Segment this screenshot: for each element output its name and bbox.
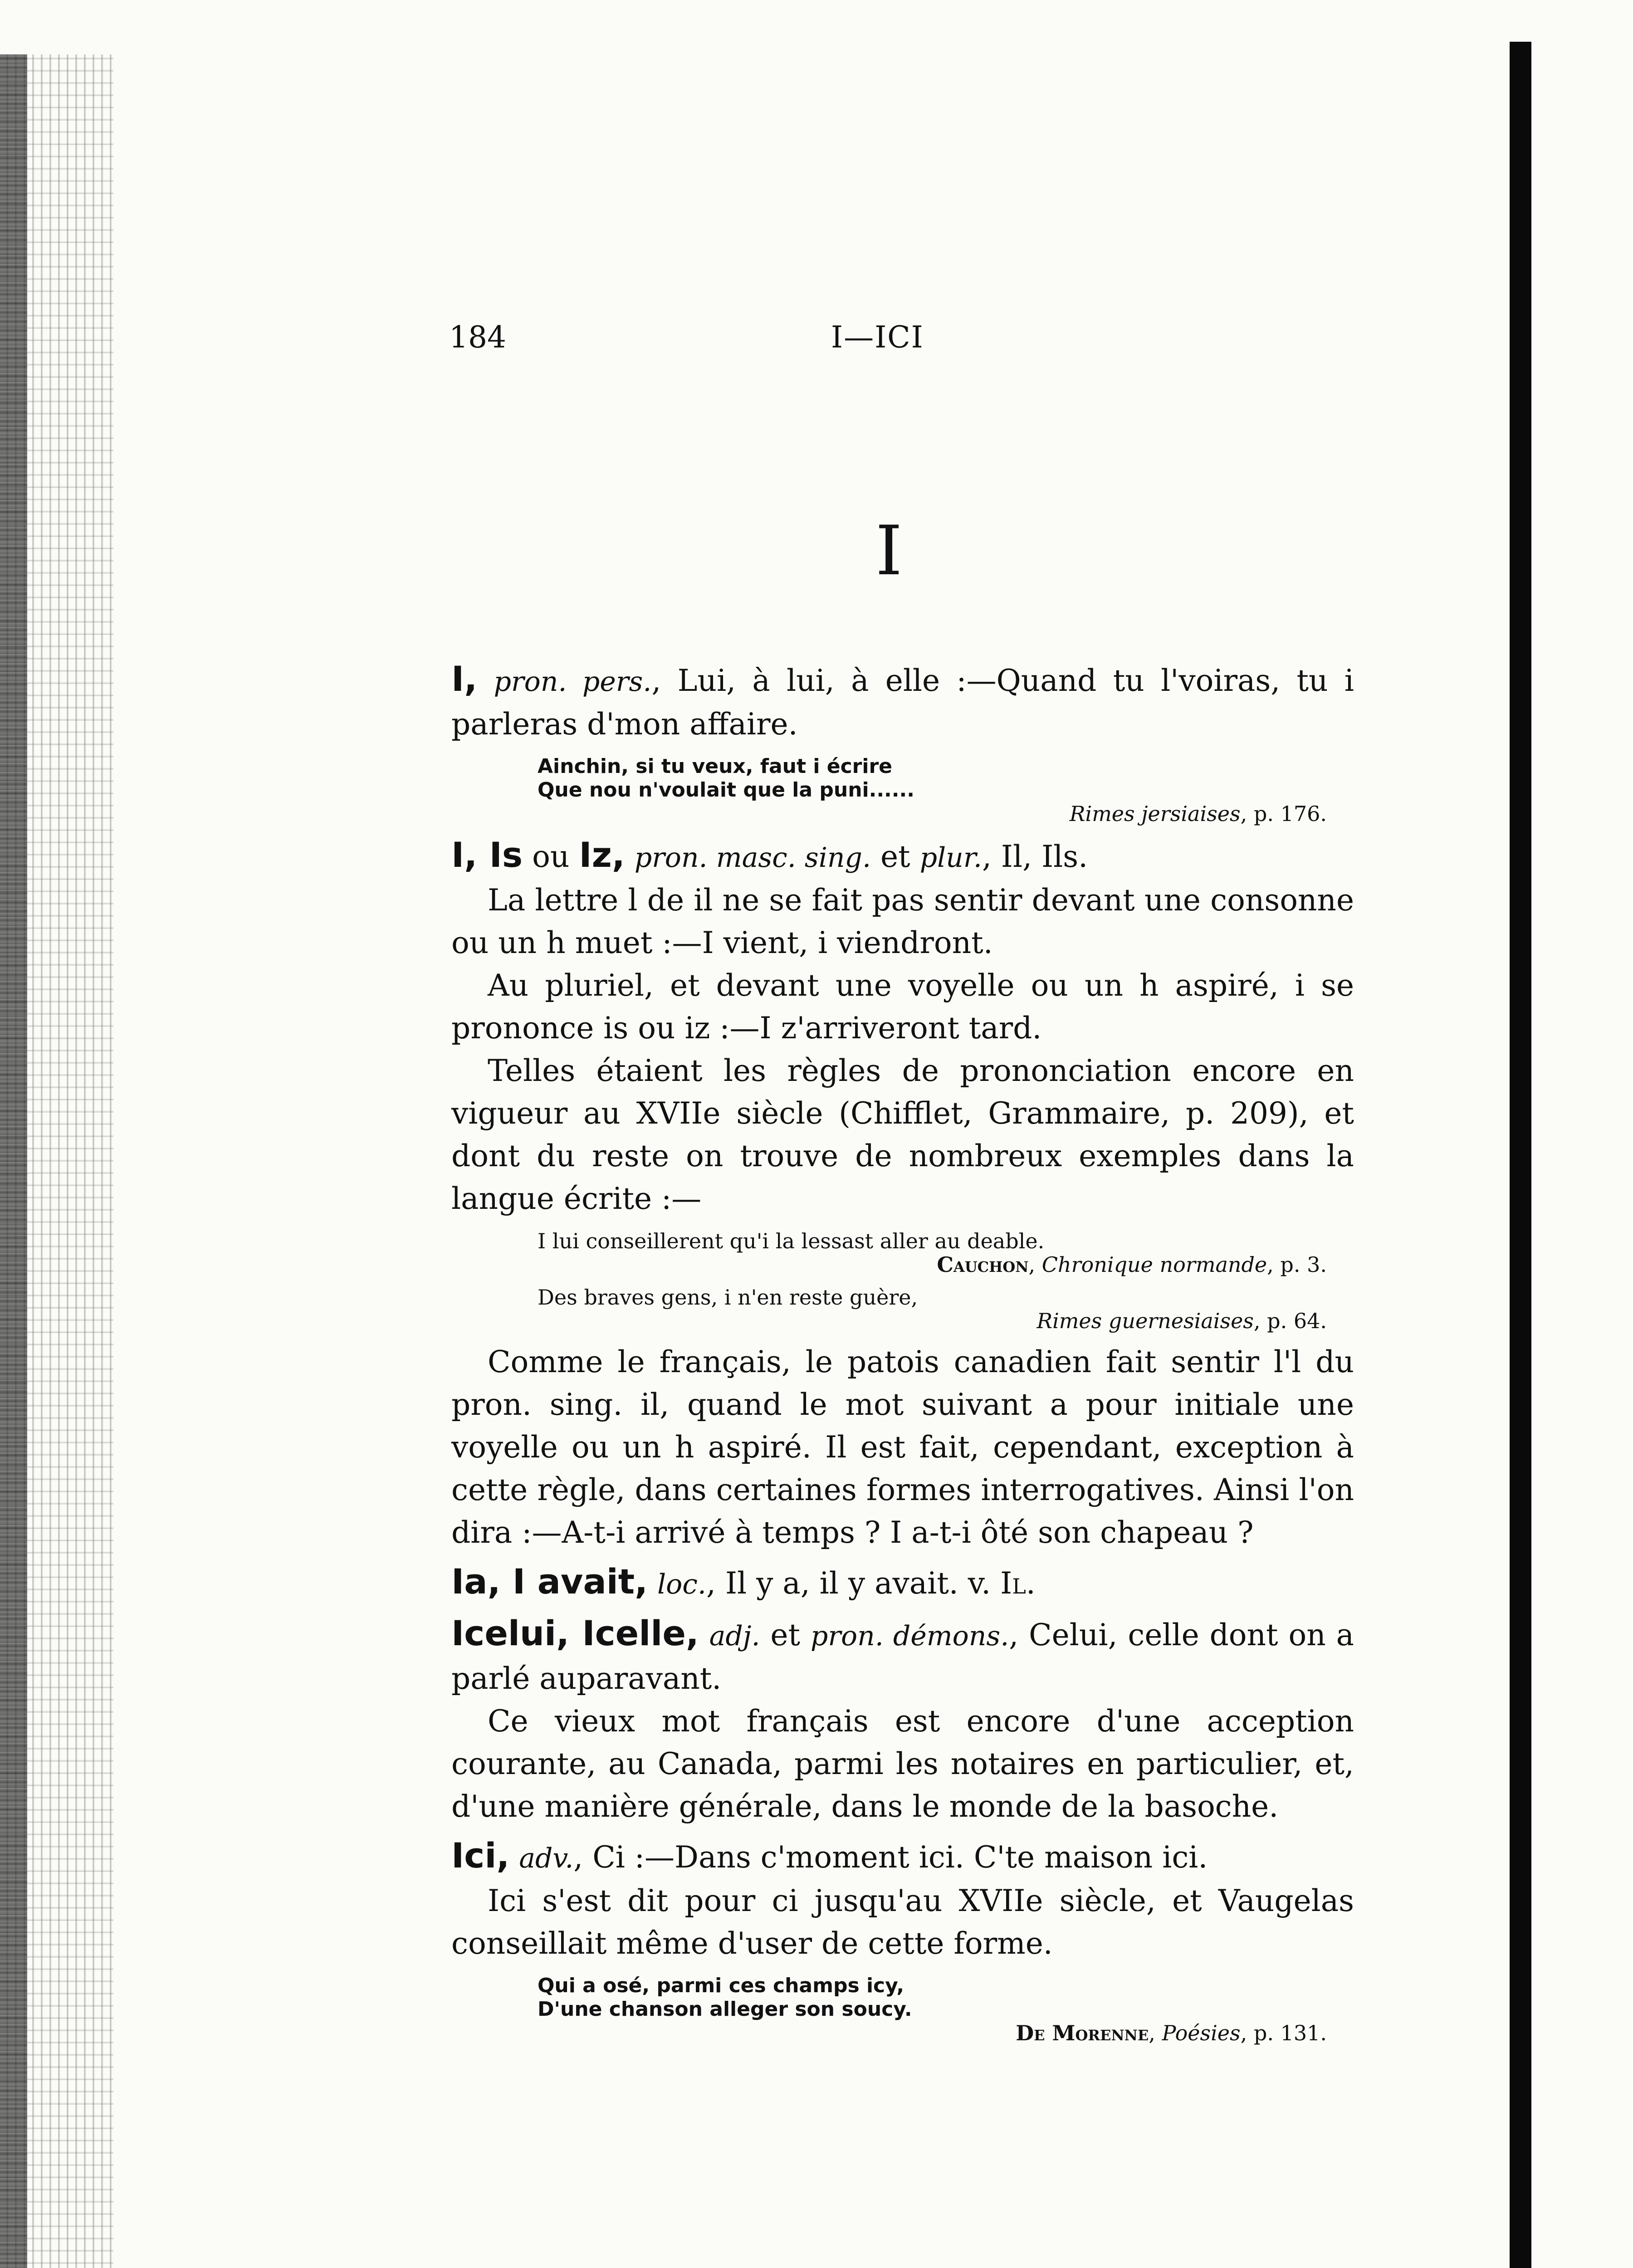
page-number: 184: [449, 320, 506, 355]
connector: et: [760, 1618, 811, 1652]
citation-source: [538, 1309, 1354, 1333]
paragraph: Ici s'est dit pour ci jusqu'au XVIIe siècle, et Vaugelas conseillait même d'user de cette forme.: [451, 1883, 1354, 1961]
citation-line: Que nou n'voulait que la puni......: [538, 778, 914, 802]
scan-binding-bar: [1510, 42, 1531, 2268]
citation-block: [538, 755, 1354, 826]
dictionary-body: [451, 658, 1354, 2053]
grammatical-label: plur.: [919, 842, 982, 874]
definition-text: , Celui, celle dont on a parlé auparavant.: [451, 1618, 1354, 1696]
running-head: [449, 320, 1356, 361]
scan-edge-dark: [0, 54, 27, 2268]
grammatical-label: adj.: [709, 1620, 760, 1652]
headword: I,: [451, 659, 478, 699]
definition-text: , Il y a, il y avait. v.: [706, 1566, 1001, 1601]
citation-line: Des braves gens, i n'en reste guère,: [538, 1285, 918, 1310]
citation-block: [538, 1974, 1354, 2045]
citation-line: Ainchin, si tu veux, faut i écrire: [538, 755, 892, 778]
citation-line: D'une chanson alleger son soucy.: [538, 1998, 912, 2021]
connector: ou: [523, 839, 579, 874]
source-page: , p. 3.: [1267, 1252, 1327, 1277]
definition-text: , Ci :—Dans c'moment ici. C'te maison ici.: [573, 1840, 1208, 1875]
paragraph: Comme le français, le patois canadien fait sentir l'l du pron. sing. il, quand le mot suivant a pour initiale une voyelle ou un h aspiré. Il est fait, cependant, exception à cette règle, dans certaines formes interrogatives. Ainsi l'on dira :—A-t-i arrivé à temps ? I a-t-i ôté son chapeau ?: [451, 1344, 1354, 1550]
definition-text: , Il, Ils.: [982, 839, 1088, 874]
paragraph: Telles étaient les règles de prononciation encore en vigueur au XVIIe siècle (Chifflet, Grammaire, p. 209), et dont du reste on trouve de nombreux exemples dans la langue écrite :—: [451, 1053, 1354, 1216]
source-title: Rimes jersiaises: [1069, 802, 1241, 826]
source-title: Rimes guernesiaises: [1037, 1309, 1254, 1333]
entry-ia: [451, 1560, 1354, 1606]
header-range: I—ICI: [831, 320, 924, 355]
citation-source: Cauchon, Chronique normande, p. 3.: [937, 1252, 1327, 1277]
citation-block: [538, 1286, 1354, 1333]
headword: Ia, I avait,: [451, 1561, 648, 1602]
entry-ici: [451, 1834, 1354, 1880]
paragraph: La lettre l de il ne se fait pas sentir devant une consonne ou un h muet :—I vient, i viendront.: [451, 883, 1354, 960]
paragraph: Ce vieux mot français est encore d'une acception courante, au Canada, parmi les notaires en particulier, et, d'une manière générale, dans le monde de la basoche.: [451, 1704, 1354, 1824]
source-author: Cauchon: [937, 1252, 1029, 1277]
citation-line: I lui conseillerent qu'i la lessast aller au deable.: [538, 1229, 1045, 1253]
source-page: , p. 64.: [1253, 1309, 1327, 1333]
source-page: , p. 176.: [1240, 802, 1327, 826]
paragraph: Au pluriel, et devant une voyelle ou un h aspiré, i se prononce is ou iz :—I z'arriveront tard.: [451, 968, 1354, 1046]
citation-source: De Morenne, Poésies, p. 131.: [1016, 2021, 1327, 2045]
headword: Ici,: [451, 1835, 510, 1876]
headword: Icelui, Icelle,: [451, 1613, 699, 1653]
section-letter: I: [875, 512, 903, 591]
headword: I, Is: [451, 835, 523, 875]
citation-block: [538, 1229, 1354, 1276]
grammatical-label: pron. masc. sing.: [634, 842, 871, 874]
cross-reference: Il.: [1000, 1566, 1036, 1601]
grammatical-label: adv.: [519, 1843, 574, 1874]
source-author: De Morenne: [1016, 2021, 1149, 2045]
entry-i-pron: [451, 658, 1354, 746]
source-page: , p. 131.: [1240, 2021, 1327, 2045]
grammatical-label: loc.: [657, 1569, 706, 1600]
citation-line: Qui a osé, parmi ces champs icy,: [538, 1974, 905, 1997]
source-title: Poésies: [1162, 2021, 1241, 2045]
citation-source: [538, 802, 1354, 826]
entry-icelui: [451, 1612, 1354, 1700]
entry-i-is-iz: [451, 834, 1354, 879]
connector: et: [871, 839, 920, 874]
definition-text: , Lui, à lui, à elle :—Quand tu l'voiras, tu i parleras d'mon affaire.: [451, 663, 1354, 742]
grammatical-label: pron. démons.: [810, 1620, 1009, 1652]
grammatical-label: pron. pers.: [494, 666, 652, 698]
headword: Iz,: [579, 835, 625, 875]
source-title: Chronique normande: [1041, 1252, 1267, 1277]
